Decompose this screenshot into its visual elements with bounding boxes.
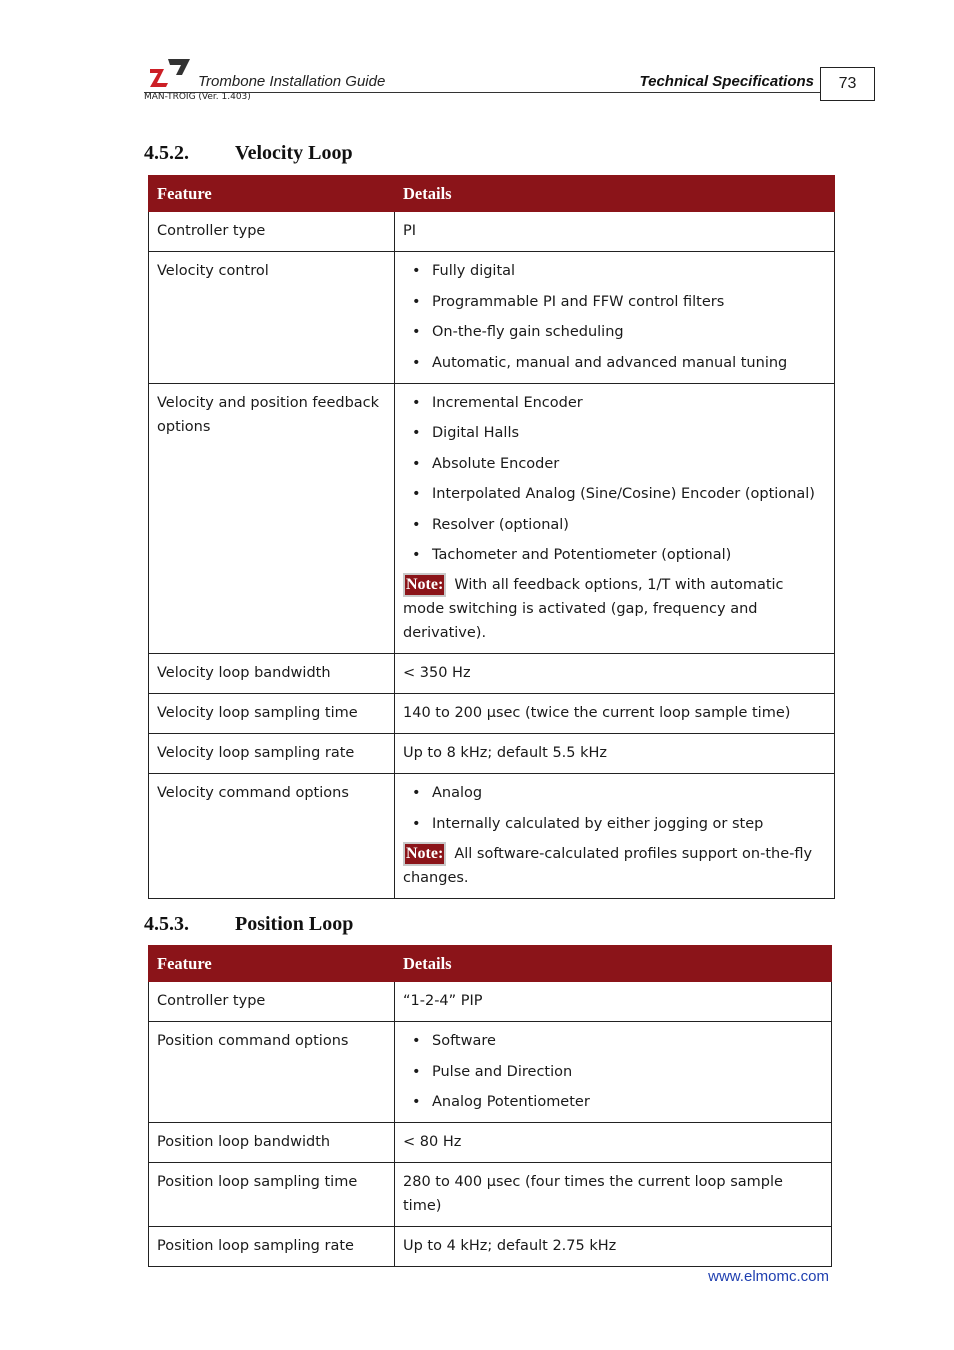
details-cell [395, 252, 835, 384]
column-header-feature: Feature [149, 176, 395, 212]
list-item: • Incremental Encoder [403, 391, 826, 415]
details-cell: < 80 Hz [395, 1123, 832, 1163]
note-block [403, 573, 826, 645]
bullet-list [403, 259, 826, 375]
table-row [149, 1227, 832, 1267]
details-cell: “1-2-4” PIP [395, 982, 832, 1022]
table-row [149, 774, 835, 899]
feature-cell: Position loop bandwidth [149, 1123, 395, 1163]
feature-cell: Velocity command options [149, 774, 395, 899]
details-cell [395, 383, 835, 654]
velocity-loop-heading [144, 142, 353, 165]
table-row [149, 982, 832, 1022]
table-row [149, 734, 835, 774]
bullet-list [403, 1029, 823, 1114]
list-item: • Programmable PI and FFW control filters [403, 290, 826, 314]
list-item: • Digital Halls [403, 421, 826, 445]
document-code: MAN-TROIG (Ver. 1.403) [144, 92, 251, 102]
list-item: • Interpolated Analog (Sine/Cosine) Encoder (optional) [403, 482, 826, 506]
page-number: 73 [820, 67, 875, 101]
website-link[interactable]: www.elmomc.com [708, 1268, 829, 1285]
feature-cell: Velocity loop sampling rate [149, 734, 395, 774]
list-item: • Software [403, 1029, 823, 1053]
feature-cell: Velocity and position feedback options [149, 383, 395, 654]
table-row [149, 654, 835, 694]
position-loop-heading [144, 913, 353, 936]
section-number: 4.5.2. [144, 142, 189, 164]
table-header-row [149, 946, 832, 982]
position-loop-table [148, 945, 832, 1267]
feature-cell: Position loop sampling rate [149, 1227, 395, 1267]
list-item: • Analog [403, 781, 826, 805]
list-item: • Internally calculated by either jogging or step [403, 812, 826, 836]
details-cell: Up to 8 kHz; default 5.5 kHz [395, 734, 835, 774]
details-cell [395, 774, 835, 899]
section-heading-text: Velocity Loop [235, 142, 353, 164]
bullet-list [403, 781, 826, 836]
note-block [403, 842, 826, 890]
column-header-feature: Feature [149, 946, 395, 982]
details-cell: 140 to 200 μsec (twice the current loop sample time) [395, 694, 835, 734]
feature-cell: Velocity control [149, 252, 395, 384]
document-title: Trombone Installation Guide [198, 73, 386, 90]
list-item: • Absolute Encoder [403, 452, 826, 476]
section-title: Technical Specifications [639, 73, 814, 90]
table-row [149, 1123, 832, 1163]
column-header-details: Details [395, 946, 832, 982]
note-badge: Note: [403, 842, 446, 866]
list-item: • On-the-fly gain scheduling [403, 320, 826, 344]
section-number: 4.5.3. [144, 913, 189, 935]
details-cell [395, 1022, 832, 1123]
list-item: • Automatic, manual and advanced manual tuning [403, 351, 826, 375]
details-cell: < 350 Hz [395, 654, 835, 694]
column-header-details: Details [395, 176, 835, 212]
velocity-loop-table [148, 175, 835, 899]
header-rule [144, 92, 820, 93]
details-cell: Up to 4 kHz; default 2.75 kHz [395, 1227, 832, 1267]
feature-cell: Controller type [149, 982, 395, 1022]
list-item: • Pulse and Direction [403, 1060, 823, 1084]
bullet-list [403, 391, 826, 568]
list-item: • Fully digital [403, 259, 826, 283]
table-row [149, 1163, 832, 1227]
feature-cell: Position command options [149, 1022, 395, 1123]
feature-cell: Velocity loop bandwidth [149, 654, 395, 694]
feature-cell: Position loop sampling time [149, 1163, 395, 1227]
feature-cell: Velocity loop sampling time [149, 694, 395, 734]
list-item: • Tachometer and Potentiometer (optional) [403, 543, 826, 567]
list-item: • Analog Potentiometer [403, 1090, 823, 1114]
note-badge: Note: [403, 573, 446, 597]
company-logo [148, 57, 190, 87]
details-cell: 280 to 400 μsec (four times the current loop sample time) [395, 1163, 832, 1227]
table-row [149, 383, 835, 654]
table-row [149, 1022, 832, 1123]
table-row [149, 694, 835, 734]
note-text: All software-calculated profiles support on-the-fly changes. [403, 845, 813, 886]
list-item: • Resolver (optional) [403, 513, 826, 537]
note-text: With all feedback options, 1/T with automatic mode switching is activated (gap, frequency and derivative). [403, 577, 784, 641]
table-row [149, 212, 835, 252]
table-row [149, 252, 835, 384]
section-heading-text: Position Loop [235, 913, 354, 935]
details-cell: PI [395, 212, 835, 252]
feature-cell: Controller type [149, 212, 395, 252]
table-header-row [149, 176, 835, 212]
